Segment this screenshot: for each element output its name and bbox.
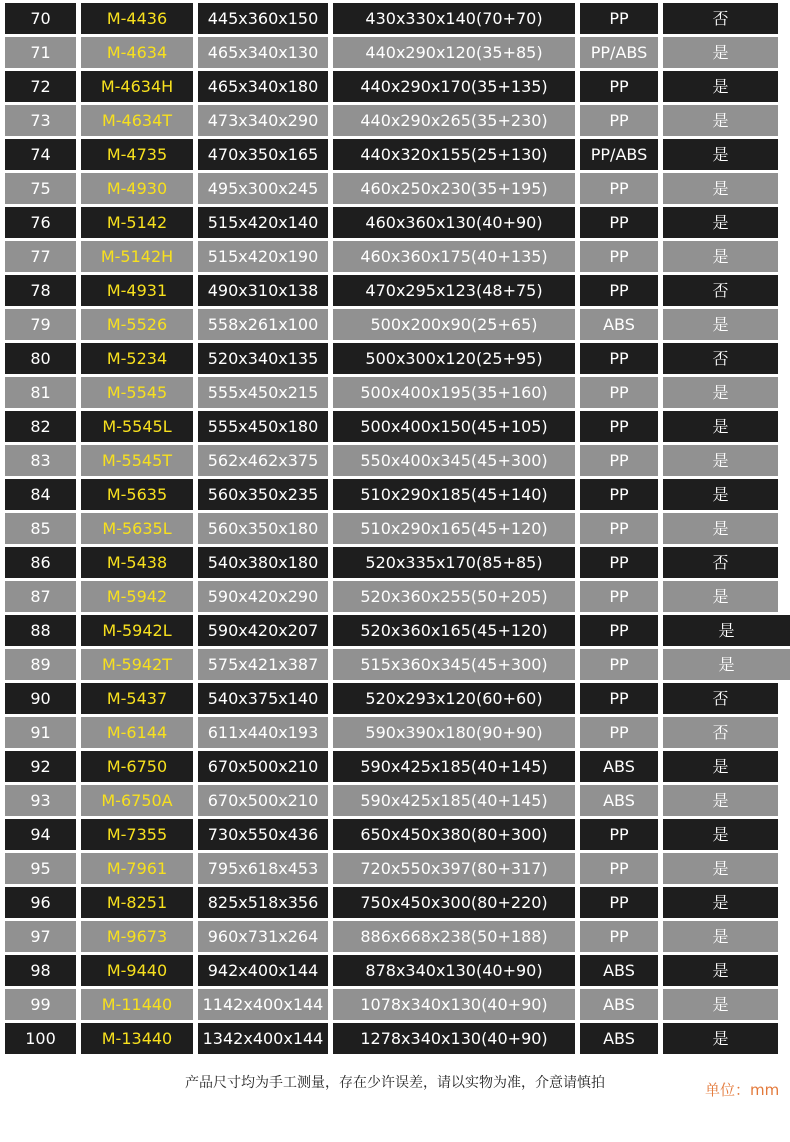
option-flag-cell: 否 <box>663 717 778 748</box>
material-cell: PP <box>580 547 658 578</box>
table-row <box>0 105 790 136</box>
inner-dimensions-cell: 470x295x123(48+75) <box>333 275 575 306</box>
inner-dimensions-cell: 886x668x238(50+188) <box>333 921 575 952</box>
outer-dimensions-cell: 562x462x375 <box>198 445 328 476</box>
model-code-cell: M-8251 <box>81 887 193 918</box>
table-row <box>0 751 790 782</box>
inner-dimensions-cell: 520x335x170(85+85) <box>333 547 575 578</box>
outer-dimensions-cell: 611x440x193 <box>198 717 328 748</box>
row-number-cell: 95 <box>5 853 76 884</box>
outer-dimensions-cell: 465x340x180 <box>198 71 328 102</box>
row-number-cell: 97 <box>5 921 76 952</box>
row-number-cell: 88 <box>5 615 76 646</box>
model-code-cell: M-5545T <box>81 445 193 476</box>
option-flag-cell: 是 <box>663 411 778 442</box>
outer-dimensions-cell: 473x340x290 <box>198 105 328 136</box>
option-flag-cell: 否 <box>663 3 778 34</box>
model-code-cell: M-5942L <box>81 615 193 646</box>
model-code-cell: M-4436 <box>81 3 193 34</box>
row-number-cell: 87 <box>5 581 76 612</box>
material-cell: PP <box>580 581 658 612</box>
inner-dimensions-cell: 590x425x185(40+145) <box>333 751 575 782</box>
model-code-cell: M-9440 <box>81 955 193 986</box>
option-flag-cell: 是 <box>663 853 778 884</box>
outer-dimensions-cell: 515x420x190 <box>198 241 328 272</box>
model-code-cell: M-5234 <box>81 343 193 374</box>
outer-dimensions-cell: 730x550x436 <box>198 819 328 850</box>
model-code-cell: M-4735 <box>81 139 193 170</box>
option-flag-cell: 是 <box>663 581 778 612</box>
row-number-cell: 94 <box>5 819 76 850</box>
model-code-cell: M-5142H <box>81 241 193 272</box>
material-cell: PP <box>580 411 658 442</box>
material-cell: PP <box>580 343 658 374</box>
option-flag-cell: 是 <box>663 207 778 238</box>
option-flag-cell: 是 <box>663 513 778 544</box>
outer-dimensions-cell: 555x450x215 <box>198 377 328 408</box>
inner-dimensions-cell: 500x300x120(25+95) <box>333 343 575 374</box>
material-cell: PP <box>580 615 658 646</box>
row-number-cell: 98 <box>5 955 76 986</box>
outer-dimensions-cell: 470x350x165 <box>198 139 328 170</box>
material-cell: PP/ABS <box>580 139 658 170</box>
inner-dimensions-cell: 430x330x140(70+70) <box>333 3 575 34</box>
material-cell: PP <box>580 887 658 918</box>
inner-dimensions-cell: 510x290x165(45+120) <box>333 513 575 544</box>
model-code-cell: M-5526 <box>81 309 193 340</box>
inner-dimensions-cell: 650x450x380(80+300) <box>333 819 575 850</box>
option-flag-cell: 是 <box>663 309 778 340</box>
model-code-cell: M-4930 <box>81 173 193 204</box>
table-row <box>0 275 790 306</box>
table-row <box>0 615 790 646</box>
row-number-cell: 70 <box>5 3 76 34</box>
outer-dimensions-cell: 670x500x210 <box>198 785 328 816</box>
inner-dimensions-cell: 750x450x300(80+220) <box>333 887 575 918</box>
option-flag-cell: 是 <box>663 819 778 850</box>
table-row <box>0 581 790 612</box>
row-number-cell: 84 <box>5 479 76 510</box>
model-code-cell: M-11440 <box>81 989 193 1020</box>
outer-dimensions-cell: 795x618x453 <box>198 853 328 884</box>
outer-dimensions-cell: 540x380x180 <box>198 547 328 578</box>
material-cell: PP <box>580 71 658 102</box>
table-row <box>0 683 790 714</box>
option-flag-cell: 是 <box>663 71 778 102</box>
model-code-cell: M-5635L <box>81 513 193 544</box>
outer-dimensions-cell: 560x350x235 <box>198 479 328 510</box>
material-cell: ABS <box>580 989 658 1020</box>
inner-dimensions-cell: 1278x340x130(40+90) <box>333 1023 575 1054</box>
material-cell: PP <box>580 173 658 204</box>
table-row <box>0 819 790 850</box>
model-code-cell: M-5635 <box>81 479 193 510</box>
model-code-cell: M-6750A <box>81 785 193 816</box>
table-row <box>0 71 790 102</box>
table-row <box>0 547 790 578</box>
option-flag-cell: 是 <box>663 377 778 408</box>
option-flag-cell: 是 <box>663 649 790 680</box>
outer-dimensions-cell: 560x350x180 <box>198 513 328 544</box>
option-flag-cell: 是 <box>663 615 790 646</box>
option-flag-cell: 是 <box>663 887 778 918</box>
option-flag-cell: 是 <box>663 139 778 170</box>
option-flag-cell: 是 <box>663 751 778 782</box>
row-number-cell: 85 <box>5 513 76 544</box>
model-code-cell: M-5142 <box>81 207 193 238</box>
outer-dimensions-cell: 590x420x290 <box>198 581 328 612</box>
row-number-cell: 75 <box>5 173 76 204</box>
inner-dimensions-cell: 500x400x195(35+160) <box>333 377 575 408</box>
table-row <box>0 887 790 918</box>
model-code-cell: M-4634 <box>81 37 193 68</box>
option-flag-cell: 否 <box>663 275 778 306</box>
model-code-cell: M-5942T <box>81 649 193 680</box>
model-code-cell: M-4634H <box>81 71 193 102</box>
table-row <box>0 785 790 816</box>
option-flag-cell: 是 <box>663 241 778 272</box>
row-number-cell: 76 <box>5 207 76 238</box>
table-row <box>0 479 790 510</box>
option-flag-cell: 否 <box>663 547 778 578</box>
material-cell: ABS <box>580 785 658 816</box>
row-number-cell: 96 <box>5 887 76 918</box>
table-row <box>0 989 790 1020</box>
inner-dimensions-cell: 440x290x170(35+135) <box>333 71 575 102</box>
material-cell: PP <box>580 819 658 850</box>
row-number-cell: 91 <box>5 717 76 748</box>
outer-dimensions-cell: 495x300x245 <box>198 173 328 204</box>
material-cell: PP <box>580 649 658 680</box>
model-code-cell: M-7355 <box>81 819 193 850</box>
option-flag-cell: 是 <box>663 479 778 510</box>
inner-dimensions-cell: 510x290x185(45+140) <box>333 479 575 510</box>
option-flag-cell: 是 <box>663 921 778 952</box>
inner-dimensions-cell: 520x293x120(60+60) <box>333 683 575 714</box>
row-number-cell: 80 <box>5 343 76 374</box>
outer-dimensions-cell: 490x310x138 <box>198 275 328 306</box>
model-code-cell: M-5545L <box>81 411 193 442</box>
row-number-cell: 77 <box>5 241 76 272</box>
row-number-cell: 72 <box>5 71 76 102</box>
option-flag-cell: 是 <box>663 1023 778 1054</box>
table-row <box>0 717 790 748</box>
table-row <box>0 37 790 68</box>
table-row <box>0 3 790 34</box>
material-cell: PP <box>580 683 658 714</box>
material-cell: PP/ABS <box>580 37 658 68</box>
inner-dimensions-cell: 520x360x255(50+205) <box>333 581 575 612</box>
material-cell: ABS <box>580 309 658 340</box>
model-code-cell: M-5437 <box>81 683 193 714</box>
option-flag-cell: 是 <box>663 173 778 204</box>
model-code-cell: M-4634T <box>81 105 193 136</box>
row-number-cell: 78 <box>5 275 76 306</box>
table-row <box>0 207 790 238</box>
outer-dimensions-cell: 575x421x387 <box>198 649 328 680</box>
material-cell: PP <box>580 377 658 408</box>
table-row <box>0 1023 790 1054</box>
row-number-cell: 71 <box>5 37 76 68</box>
inner-dimensions-cell: 440x290x265(35+230) <box>333 105 575 136</box>
table-row <box>0 445 790 476</box>
model-code-cell: M-4931 <box>81 275 193 306</box>
inner-dimensions-cell: 460x360x130(40+90) <box>333 207 575 238</box>
row-number-cell: 92 <box>5 751 76 782</box>
row-number-cell: 82 <box>5 411 76 442</box>
table-row <box>0 309 790 340</box>
inner-dimensions-cell: 720x550x397(80+317) <box>333 853 575 884</box>
inner-dimensions-cell: 520x360x165(45+120) <box>333 615 575 646</box>
material-cell: PP <box>580 921 658 952</box>
material-cell: PP <box>580 445 658 476</box>
model-code-cell: M-6750 <box>81 751 193 782</box>
table-row <box>0 241 790 272</box>
outer-dimensions-cell: 670x500x210 <box>198 751 328 782</box>
option-flag-cell: 是 <box>663 785 778 816</box>
row-number-cell: 89 <box>5 649 76 680</box>
outer-dimensions-cell: 942x400x144 <box>198 955 328 986</box>
inner-dimensions-cell: 440x290x120(35+85) <box>333 37 575 68</box>
row-number-cell: 99 <box>5 989 76 1020</box>
table-row <box>0 513 790 544</box>
material-cell: PP <box>580 3 658 34</box>
inner-dimensions-cell: 460x360x175(40+135) <box>333 241 575 272</box>
row-number-cell: 100 <box>5 1023 76 1054</box>
inner-dimensions-cell: 590x425x185(40+145) <box>333 785 575 816</box>
material-cell: PP <box>580 479 658 510</box>
model-code-cell: M-5438 <box>81 547 193 578</box>
material-cell: PP <box>580 207 658 238</box>
table-row <box>0 921 790 952</box>
option-flag-cell: 否 <box>663 343 778 374</box>
model-code-cell: M-5942 <box>81 581 193 612</box>
model-code-cell: M-9673 <box>81 921 193 952</box>
table-row <box>0 139 790 170</box>
material-cell: PP <box>580 717 658 748</box>
table-row <box>0 649 790 680</box>
option-flag-cell: 是 <box>663 37 778 68</box>
row-number-cell: 93 <box>5 785 76 816</box>
outer-dimensions-cell: 1142x400x144 <box>198 989 328 1020</box>
row-number-cell: 86 <box>5 547 76 578</box>
option-flag-cell: 是 <box>663 989 778 1020</box>
row-number-cell: 73 <box>5 105 76 136</box>
outer-dimensions-cell: 960x731x264 <box>198 921 328 952</box>
option-flag-cell: 是 <box>663 955 778 986</box>
outer-dimensions-cell: 520x340x135 <box>198 343 328 374</box>
material-cell: ABS <box>580 751 658 782</box>
outer-dimensions-cell: 555x450x180 <box>198 411 328 442</box>
material-cell: ABS <box>580 1023 658 1054</box>
table-row <box>0 853 790 884</box>
inner-dimensions-cell: 590x390x180(90+90) <box>333 717 575 748</box>
table-row <box>0 411 790 442</box>
material-cell: ABS <box>580 955 658 986</box>
option-flag-cell: 是 <box>663 445 778 476</box>
row-number-cell: 74 <box>5 139 76 170</box>
option-flag-cell: 是 <box>663 105 778 136</box>
row-number-cell: 79 <box>5 309 76 340</box>
material-cell: PP <box>580 105 658 136</box>
measurement-disclaimer: 产品尺寸均为手工测量，存在少许误差，请以实物为准，介意请慎拍 <box>185 1075 605 1091</box>
inner-dimensions-cell: 550x400x345(45+300) <box>333 445 575 476</box>
outer-dimensions-cell: 445x360x150 <box>198 3 328 34</box>
table-row <box>0 343 790 374</box>
inner-dimensions-cell: 1078x340x130(40+90) <box>333 989 575 1020</box>
row-number-cell: 83 <box>5 445 76 476</box>
material-cell: PP <box>580 513 658 544</box>
material-cell: PP <box>580 853 658 884</box>
inner-dimensions-cell: 878x340x130(40+90) <box>333 955 575 986</box>
outer-dimensions-cell: 540x375x140 <box>198 683 328 714</box>
inner-dimensions-cell: 500x400x150(45+105) <box>333 411 575 442</box>
inner-dimensions-cell: 460x250x230(35+195) <box>333 173 575 204</box>
outer-dimensions-cell: 590x420x207 <box>198 615 328 646</box>
inner-dimensions-cell: 440x320x155(25+130) <box>333 139 575 170</box>
table-row <box>0 173 790 204</box>
outer-dimensions-cell: 558x261x100 <box>198 309 328 340</box>
table-row <box>0 955 790 986</box>
model-code-cell: M-5545 <box>81 377 193 408</box>
option-flag-cell: 否 <box>663 683 778 714</box>
outer-dimensions-cell: 515x420x140 <box>198 207 328 238</box>
inner-dimensions-cell: 515x360x345(45+300) <box>333 649 575 680</box>
outer-dimensions-cell: 825x518x356 <box>198 887 328 918</box>
row-number-cell: 81 <box>5 377 76 408</box>
model-code-cell: M-6144 <box>81 717 193 748</box>
inner-dimensions-cell: 500x200x90(25+65) <box>333 309 575 340</box>
row-number-cell: 90 <box>5 683 76 714</box>
outer-dimensions-cell: 1342x400x144 <box>198 1023 328 1054</box>
model-code-cell: M-13440 <box>81 1023 193 1054</box>
table-row <box>0 377 790 408</box>
material-cell: PP <box>580 241 658 272</box>
unit-label: 单位：mm <box>705 1081 780 1099</box>
outer-dimensions-cell: 465x340x130 <box>198 37 328 68</box>
model-code-cell: M-7961 <box>81 853 193 884</box>
material-cell: PP <box>580 275 658 306</box>
